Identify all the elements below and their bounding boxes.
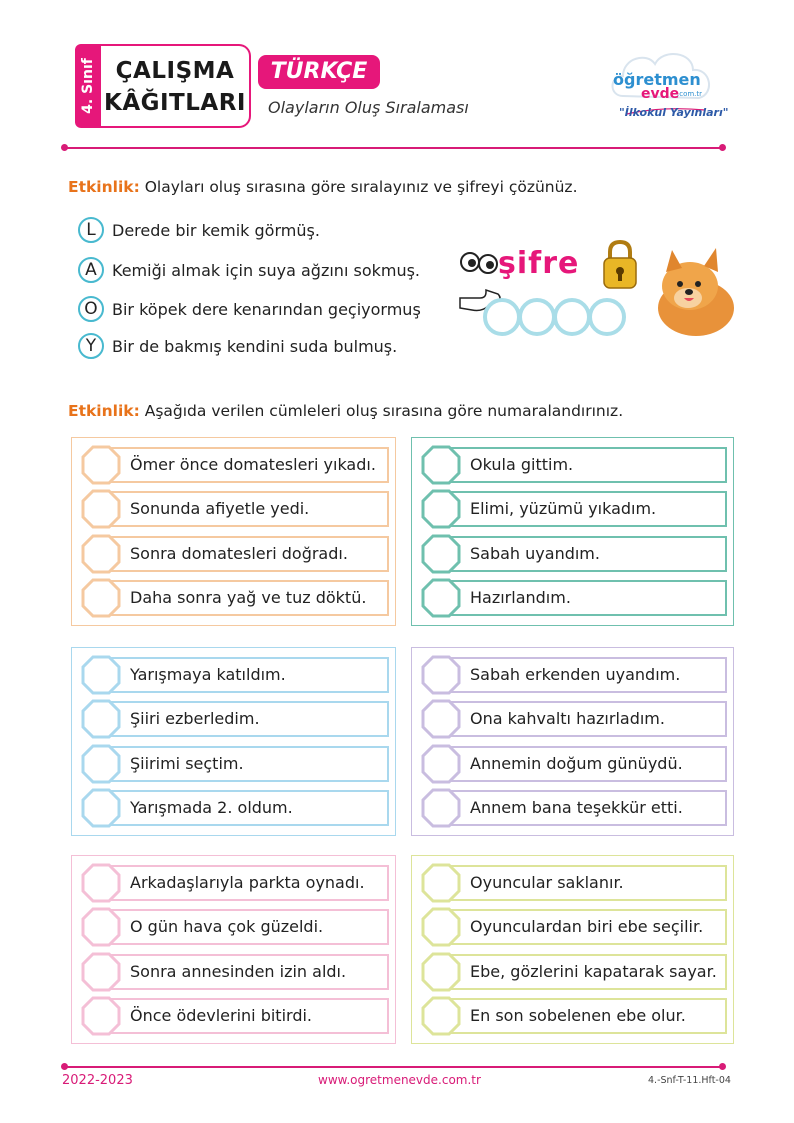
sentence-text: Oyuncular saklanır. (470, 873, 624, 892)
sequence-item (420, 909, 727, 945)
footer-url[interactable]: www.ogretmenevde.com.tr (318, 1073, 481, 1087)
answer-circles (485, 300, 624, 334)
letter-badge: Y (78, 333, 104, 359)
number-box-icon[interactable] (420, 533, 462, 575)
footer-dot-right (719, 1063, 726, 1070)
activity1-item (78, 256, 420, 284)
number-box-icon[interactable] (420, 951, 462, 993)
sequence-item (420, 657, 727, 693)
sequence-group (411, 855, 734, 1044)
sentence-text: Şiirimi seçtim. (130, 754, 244, 773)
sequence-item (80, 909, 389, 945)
logo-domain: .com.tr (677, 90, 703, 98)
footer-year: 2022-2023 (62, 1073, 133, 1088)
title-line-2: KÂĞITLARI (104, 90, 246, 116)
sequence-item (80, 790, 389, 826)
worksheet-subtitle: Olayların Oluş Sıralaması (268, 98, 469, 117)
sequence-item (420, 954, 727, 990)
activity1-item (78, 332, 397, 360)
sentence-text: Hazırlandım. (470, 588, 571, 607)
activity1-item (78, 216, 320, 244)
activity1-item-text: Bir de bakmış kendini suda bulmuş. (112, 336, 398, 356)
sentence-text: Oyunculardan biri ebe seçilir. (470, 917, 704, 936)
sentence-text: Arkadaşlarıyla parkta oynadı. (130, 873, 365, 892)
grade-label: 4. Sınıf (80, 58, 96, 114)
sequence-item (80, 491, 389, 527)
sentence-text: Şiiri ezberledim. (130, 709, 260, 728)
activity1-item-text: Kemiği almak için suya ağzını sokmuş. (112, 260, 421, 280)
sentence-text: Sabah erkenden uyandım. (470, 665, 681, 684)
sequence-group (71, 437, 396, 626)
sequence-item (80, 447, 389, 483)
sequence-group (411, 437, 734, 626)
cipher-panel (458, 240, 743, 340)
sequence-item (80, 536, 389, 572)
sequence-item (420, 447, 727, 483)
number-box-icon[interactable] (420, 444, 462, 486)
divider-dot-right (719, 144, 726, 151)
number-box-icon[interactable] (420, 906, 462, 948)
sequence-item (420, 998, 727, 1034)
number-box-icon[interactable] (80, 577, 122, 619)
number-box-icon[interactable] (420, 654, 462, 696)
sequence-item (80, 580, 389, 616)
footer-divider (64, 1066, 722, 1068)
number-box-icon[interactable] (80, 951, 122, 993)
footer-code: 4.-Snf-T-11.Hft-04 (648, 1075, 731, 1086)
number-box-icon[interactable] (420, 698, 462, 740)
sentence-text: Elimi, yüzümü yıkadım. (470, 499, 657, 518)
activity1-item (78, 295, 421, 323)
number-box-icon[interactable] (80, 444, 122, 486)
number-box-icon[interactable] (80, 488, 122, 530)
sequence-item (80, 865, 389, 901)
grade-tab (75, 44, 101, 128)
sequence-item (80, 954, 389, 990)
number-box-icon[interactable] (80, 533, 122, 575)
activity1-instruction-line (68, 178, 578, 196)
letter-badge: O (78, 296, 104, 322)
number-box-icon[interactable] (80, 654, 122, 696)
eyes-icon (461, 253, 497, 273)
sequence-item (420, 536, 727, 572)
dog-icon (658, 248, 734, 336)
sentence-text: Sonunda afiyetle yedi. (130, 499, 310, 518)
letter-badge: A (78, 257, 104, 283)
activity1-item-text: Derede bir kemik görmüş. (112, 220, 320, 240)
logo-brand-2: evde (641, 86, 680, 102)
sequence-item (80, 746, 389, 782)
sentence-text: Annem bana teşekkür etti. (470, 798, 683, 817)
sequence-item (80, 657, 389, 693)
sentence-text: O gün hava çok güzeldi. (130, 917, 324, 936)
worksheet-title (101, 44, 251, 128)
title-line-1: ÇALIŞMA (115, 58, 235, 84)
divider-dot-left (61, 144, 68, 151)
activity2-instruction-line (68, 402, 623, 420)
logo-brand: öğretmen (613, 70, 701, 89)
subject-badge: TÜRKÇE (258, 55, 380, 89)
sequence-item (420, 865, 727, 901)
number-box-icon[interactable] (80, 787, 122, 829)
sentence-text: Yarışmada 2. oldum. (130, 798, 293, 817)
activity2-instruction: Aşağıda verilen cümleleri oluş sırasına göre numaralandırınız. (144, 402, 624, 420)
number-box-icon[interactable] (420, 577, 462, 619)
sequence-item (420, 790, 727, 826)
sequence-item (80, 701, 389, 737)
cipher-label: şifre (498, 246, 580, 281)
sequence-item (420, 491, 727, 527)
sentence-text: Ona kahvaltı hazırladım. (470, 709, 665, 728)
publisher-logo (605, 44, 729, 128)
logo-tagline: "İlkokul Yayınları" (619, 106, 729, 119)
sentence-text: Sonra domatesleri doğradı. (130, 544, 348, 563)
sequence-item (420, 580, 727, 616)
footer-dot-left (61, 1063, 68, 1070)
sentence-text: Ömer önce domatesleri yıkadı. (130, 455, 376, 474)
number-box-icon[interactable] (80, 862, 122, 904)
number-box-icon[interactable] (420, 743, 462, 785)
number-box-icon[interactable] (420, 488, 462, 530)
header-divider (64, 147, 722, 149)
activity2-label: Etkinlik: (68, 402, 140, 420)
number-box-icon[interactable] (420, 787, 462, 829)
sentence-text: Ebe, gözlerini kapatarak sayar. (470, 962, 717, 981)
number-box-icon[interactable] (80, 906, 122, 948)
sentence-text: Okula gittim. (470, 455, 574, 474)
sentence-text: En son sobelenen ebe olur. (470, 1006, 686, 1025)
sequence-group (71, 855, 396, 1044)
activity1-item-text: Bir köpek dere kenarından geçiyormuş (112, 299, 421, 319)
number-box-icon[interactable] (420, 995, 462, 1037)
activity1-label: Etkinlik: (68, 178, 140, 196)
number-box-icon[interactable] (420, 862, 462, 904)
sequence-item (420, 746, 727, 782)
sentence-text: Sonra annesinden izin aldı. (130, 962, 347, 981)
padlock-icon (604, 242, 636, 288)
number-box-icon[interactable] (80, 995, 122, 1037)
sentence-text: Daha sonra yağ ve tuz döktü. (130, 588, 367, 607)
number-box-icon[interactable] (80, 698, 122, 740)
sequence-group (71, 647, 396, 836)
sentence-text: Önce ödevlerini bitirdi. (130, 1006, 313, 1025)
number-box-icon[interactable] (80, 743, 122, 785)
sentence-text: Sabah uyandım. (470, 544, 600, 563)
sequence-item (80, 998, 389, 1034)
sequence-group (411, 647, 734, 836)
sentence-text: Yarışmaya katıldım. (130, 665, 286, 684)
sequence-item (420, 701, 727, 737)
activity1-instruction: Olayları oluş sırasına göre sıralayınız ve şifreyi çözünüz. (144, 178, 578, 196)
sentence-text: Annemin doğum günüydü. (470, 754, 683, 773)
letter-badge: L (78, 217, 104, 243)
